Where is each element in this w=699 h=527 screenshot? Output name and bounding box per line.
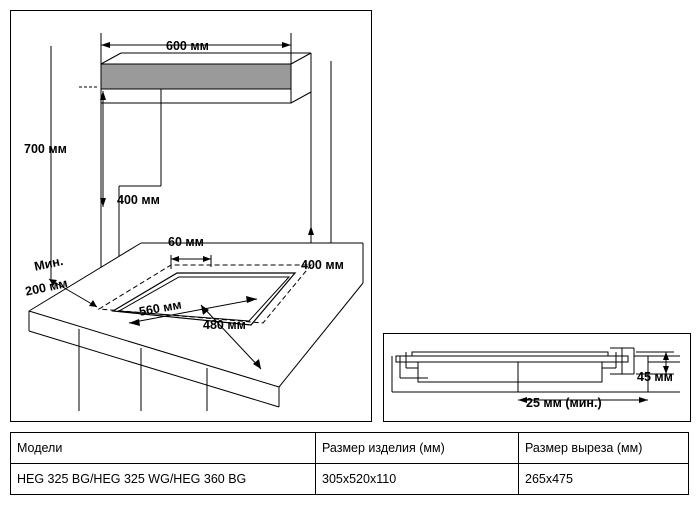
table-header-cutout-size: Размер выреза (мм) bbox=[519, 433, 689, 464]
appliance-top-plate bbox=[412, 352, 608, 356]
hood-bottom-face bbox=[101, 89, 291, 103]
hood-edge-1 bbox=[101, 53, 121, 64]
hood-edge-3 bbox=[291, 92, 311, 103]
label-25mm-min: 25 мм (мин.) bbox=[526, 396, 602, 410]
label-560mm: 560 мм bbox=[138, 297, 183, 319]
label-480mm: 480 мм bbox=[203, 318, 246, 332]
arrow-400-right-top bbox=[308, 226, 314, 235]
main-drawing-svg bbox=[11, 11, 369, 419]
label-600mm: 600 мм bbox=[166, 39, 209, 53]
table-header-row bbox=[11, 433, 689, 464]
section-detail-frame bbox=[383, 333, 691, 422]
spec-table bbox=[10, 432, 689, 495]
label-400mm-left: 400 мм bbox=[117, 193, 160, 207]
cell-cutout-size: 265x475 bbox=[519, 464, 689, 495]
appliance-body bbox=[418, 362, 602, 382]
label-200mm: 200 мм bbox=[24, 276, 69, 299]
label-400mm-right: 400 мм bbox=[301, 258, 344, 272]
arrow-25-right bbox=[639, 397, 648, 403]
label-45mm: 45 мм bbox=[637, 370, 673, 384]
main-drawing-frame bbox=[10, 10, 372, 422]
cell-product-size: 305x520x110 bbox=[316, 464, 519, 495]
worktop-slab bbox=[396, 356, 628, 362]
table-header-models: Модели bbox=[11, 433, 316, 464]
cell-models: HEG 325 BG/HEG 325 WG/HEG 360 BG bbox=[11, 464, 316, 495]
table-row bbox=[11, 464, 689, 495]
hood-front-face bbox=[101, 64, 291, 89]
label-60mm: 60 мм bbox=[168, 235, 204, 249]
label-min: Мин. bbox=[33, 253, 65, 274]
table-header-product-size: Размер изделия (мм) bbox=[316, 433, 519, 464]
label-700mm: 700 мм bbox=[24, 142, 67, 156]
hood-edge-2 bbox=[291, 53, 311, 64]
arrow-600-right bbox=[282, 42, 291, 48]
arrow-600-left bbox=[101, 42, 110, 48]
